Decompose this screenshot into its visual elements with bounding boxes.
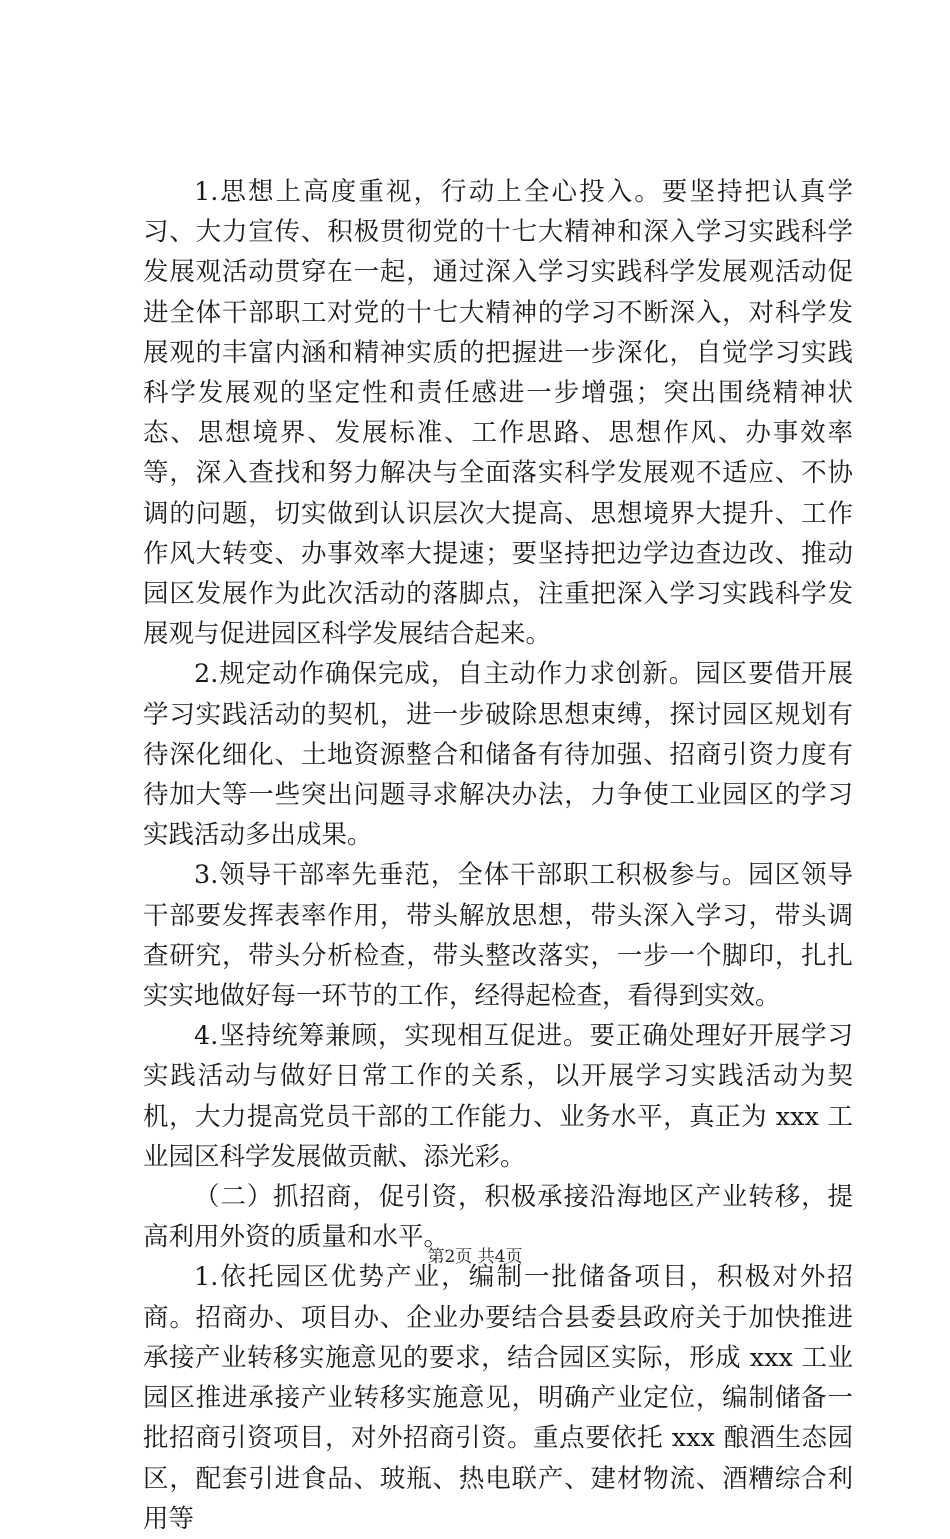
paragraph-4: 4.坚持统筹兼顾，实现相互促进。要正确处理好开展学习实践活动与做好日常工作的关系，以开展学习实践活动为契机，大力提高党员干部的工作能力、业务水平，真正为 xxx 工业园区科学发展做贡献、添光彩。: [143, 1021, 853, 1172]
section-heading: （二）抓招商，促引资，积极承接沿海地区产业转移，提高利用外资的质量和水平。: [143, 1182, 853, 1253]
page-footer: 第2页 共4页: [427, 1247, 523, 1267]
paragraph-5: 1.依托园区优势产业，编制一批储备项目，积极对外招商。招商办、项目办、企业办要结合县委县政府关于加快推进承接产业转移实施意见的要求，结合园区实际，形成 xxx 工业园区推进承接产业转移实施意见，明确产业定位，编制储备一批招商引资项目，对外招商引资。重点要依托 xxx 酿酒生态园区，配套引进食品、玻瓶、热电联产、建材物流、酒糟综合利用等: [143, 1262, 853, 1534]
document-body: [143, 172, 853, 1539]
paragraph-2: 2.规定动作确保完成，自主动作力求创新。园区要借开展学习实践活动的契机，进一步破除思想束缚，探讨园区规划有待深化细化、土地资源整合和储备有待加强、招商引资力度有待加大等一些突出问题寻求解决办法，力争使工业园区的学习实践活动多出成果。: [143, 659, 853, 851]
paragraph-1: 1.思想上高度重视，行动上全心投入。要坚持把认真学习、大力宣传、积极贯彻党的十七大精神和深入学习实践科学发展观活动贯穿在一起，通过深入学习实践科学发展观活动促进全体干部职工对党的十七大精神的学习不断深入，对科学发展观的丰富内涵和精神实质的把握进一步深化，自觉学习实践科学发展观的坚定性和责任感进一步增强；突出围绕精神状态、思想境界、发展标准、工作思路、思想作风、办事效率等，深入查找和努力解决与全面落实科学发展观不适应、不协调的问题，切实做到认识层次大提高、思想境界大提升、工作作风大转变、办事效率大提速；要坚持把边学边查边改、推动园区发展作为此次活动的落脚点，注重把深入学习实践科学发展观与促进园区科学发展结合起来。: [143, 177, 853, 650]
paragraph-3: 3.领导干部率先垂范，全体干部职工积极参与。园区领导干部要发挥表率作用，带头解放思想，带头深入学习，带头调查研究，带头分析检查，带头整改落实，一步一个脚印，扎扎实实地做好每一环节的工作，经得起检查，看得到实效。: [143, 860, 853, 1012]
